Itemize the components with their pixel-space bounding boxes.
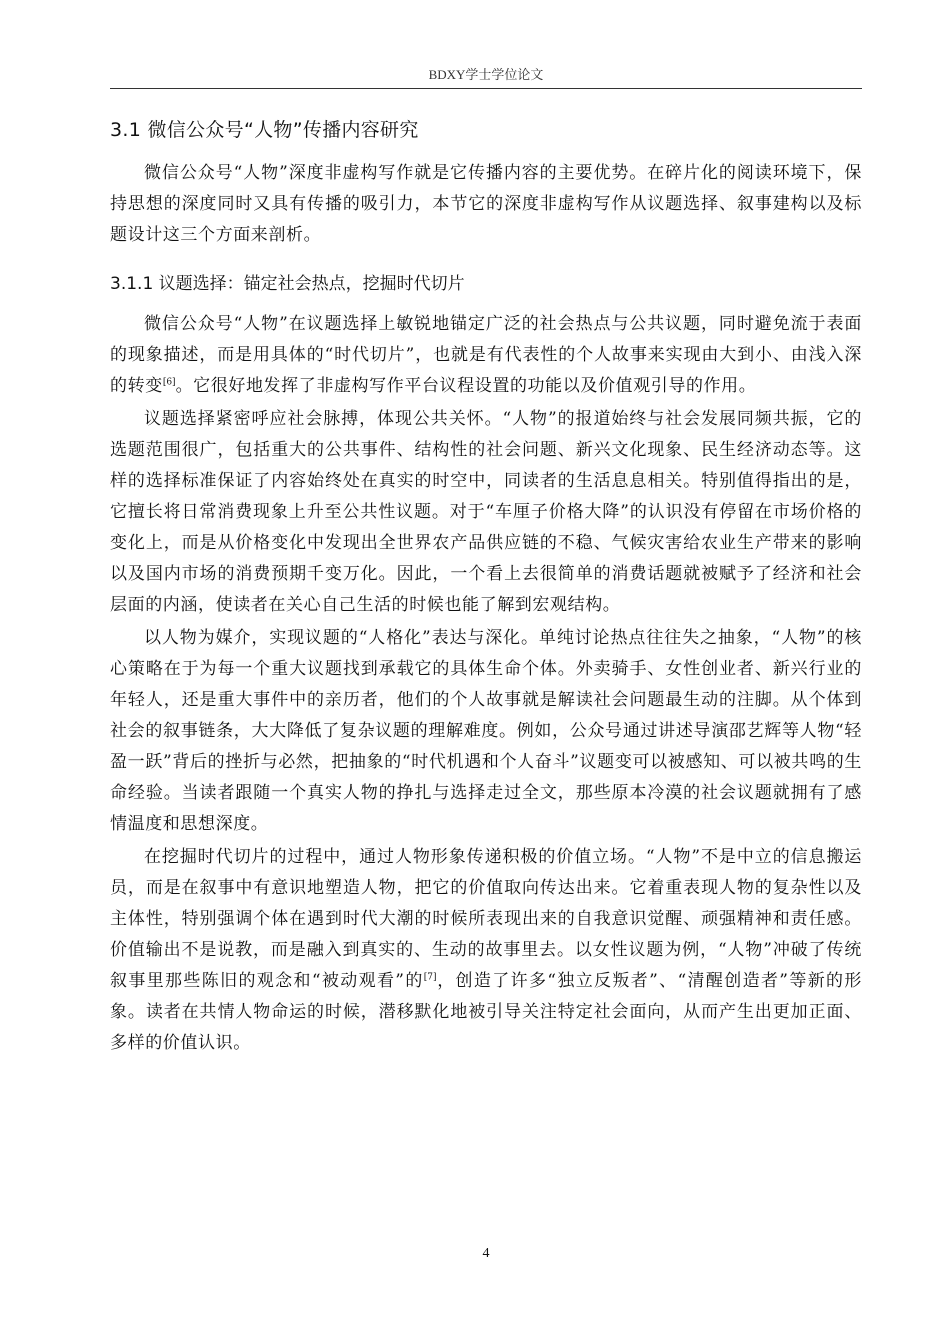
citation-6: [6] [162, 377, 176, 388]
paragraph-4-text-b: ，创造了许多“独立反叛者”、“清醒创造者”等新的形象。读者在共情人物命运的时候，潜移默化地被引导关注特定社会面向，从而产生出更加正面、多样的价值认识。 [110, 971, 862, 1053]
paragraph-4-text-a: 在挖掘时代切片的过程中，通过人物形象传递积极的价值立场。“人物”不是中立的信息搬运员，而是在叙事中有意识地塑造人物，把它的价值取向传达出来。它着重表现人物的复杂性以及主体性，特别强调个体在遇到时代大潮的时候所表现出来的自我意识觉醒、顽强精神和责任感。价值输出不是说教，而是融入到真实的、生动的故事里去。以女性议题为例，“人物”冲破了传统叙事里那些陈旧的观念和“被动观看”的 [110, 847, 862, 991]
paragraph-1 [110, 309, 862, 402]
paragraph-3: 以人物为媒介，实现议题的“人格化”表达与深化。单纯讨论热点往往失之抽象，“人物”的核心策略在于为每一个重大议题找到承载它的具体生命个体。外卖骑手、女性创业者、新兴行业的年轻人，还是重大事件中的亲历者，他们的个人故事就是解读社会问题最生动的注脚。从个体到社会的叙事链条，大大降低了复杂议题的理解难度。例如，公众号通过讲述导演邵艺辉等人物“轻盈一跃”背后的挫折与必然，把抽象的“时代机遇和个人奋斗”议题变可以被感知、可以被共鸣的生命经验。当读者跟随一个真实人物的挣扎与选择走过全文，那些原本冷漠的社会议题就拥有了感情温度和思想深度。 [110, 628, 862, 834]
header-rule [110, 88, 862, 89]
section-intro-paragraph: 微信公众号“人物”深度非虚构写作就是它传播内容的主要优势。在碎片化的阅读环境下，保持思想的深度同时又具有传播的吸引力，本节它的深度非虚构写作从议题选择、叙事建构以及标题设计这三个方面来剖析。 [110, 163, 862, 245]
running-header: BDXY学士学位论文 [428, 67, 544, 82]
paragraph-1-text-a: 微信公众号“人物”在议题选择上敏锐地锚定广泛的社会热点与公共议题，同时避免流于表面的现象描述，而是用具体的“时代切片”，也就是有代表性的个人故事来实现由大到小、由浅入深的转变 [110, 314, 862, 396]
section-heading: 3.1 微信公众号“人物”传播内容研究 [110, 119, 419, 141]
paragraph-1-text-b: 。它很好地发挥了非虚构写作平台议程设置的功能以及价值观引导的作用。 [175, 376, 757, 396]
paragraph-4 [110, 842, 862, 1059]
subsection-heading: 3.1.1 议题选择：锚定社会热点，挖掘时代切片 [110, 274, 465, 294]
page-number: 4 [482, 1246, 490, 1261]
page-body [110, 114, 862, 1061]
paragraph-2: 议题选择紧密呼应社会脉搏，体现公共关怀。“人物”的报道始终与社会发展同频共振，它的选题范围很广，包括重大的公共事件、结构性的社会问题、新兴文化现象、民生经济动态等。这样的选择标准保证了内容始终处在真实的时空中，同读者的生活息息相关。特别值得指出的是，它擅长将日常消费现象上升至公共性议题。对于“车厘子价格大降”的认识没有停留在市场价格的变化上，而是从价格变化中发现出全世界农产品供应链的不稳、气候灾害给农业生产带来的影响以及国内市场的消费预期千变万化。因此，一个看上去很简单的消费话题就被赋予了经济和社会层面的内涵，使读者在关心自己生活的时候也能了解到宏观结构。 [110, 409, 862, 615]
citation-7: [7] [423, 972, 437, 983]
